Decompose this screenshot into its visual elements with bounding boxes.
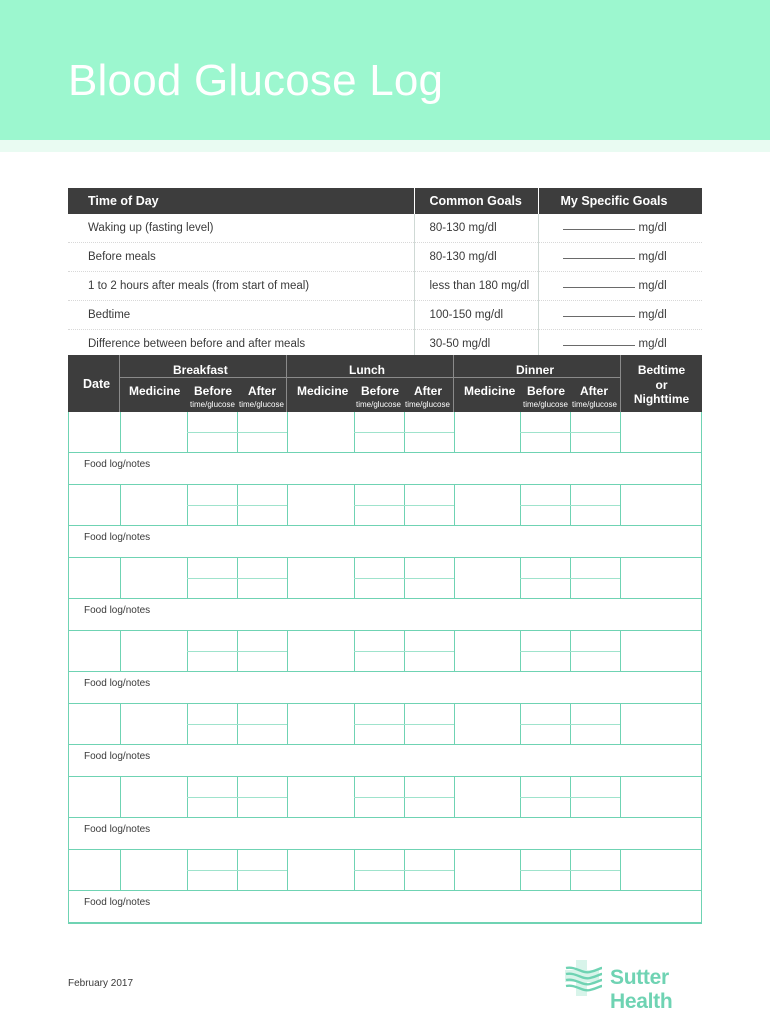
breakfast-after-sub: time/glucose — [239, 400, 284, 409]
log-entry — [69, 558, 701, 631]
goal-time: Before meals — [68, 243, 414, 272]
log-header — [68, 355, 702, 412]
goal-specific[interactable] — [538, 214, 702, 243]
food-notes-label: Food log/notes — [84, 459, 151, 470]
sutter-health-mark-icon — [562, 958, 604, 998]
goal-common: 80-130 mg/dl — [414, 214, 538, 243]
lunch-after: After — [414, 384, 443, 398]
goal-common: less than 180 mg/dl — [414, 272, 538, 301]
goal-specific[interactable] — [538, 243, 702, 272]
log-entry — [69, 412, 701, 485]
breakfast-medicine: Medicine — [129, 384, 181, 398]
food-notes-row[interactable] — [69, 599, 701, 631]
goal-blank-line[interactable] — [563, 258, 635, 259]
goals-row — [68, 214, 702, 243]
goals-row — [68, 272, 702, 301]
glucose-row[interactable] — [69, 412, 701, 453]
food-notes-row[interactable] — [69, 818, 701, 850]
bedtime-header: Bedtime or Nighttime — [633, 363, 690, 406]
goal-common: 30-50 mg/dl — [414, 330, 538, 359]
goal-blank-line[interactable] — [563, 316, 635, 317]
goals-header-time: Time of Day — [68, 188, 414, 214]
dinner-before: Before — [527, 384, 566, 398]
food-notes-label: Food log/notes — [84, 824, 151, 835]
goals-row — [68, 243, 702, 272]
food-notes-label: Food log/notes — [84, 678, 151, 689]
breakfast-after: After — [248, 384, 277, 398]
lunch-medicine: Medicine — [297, 384, 349, 398]
glucose-row[interactable] — [69, 631, 701, 672]
goal-time: Bedtime — [68, 301, 414, 330]
goal-time: Difference between before and after meals — [68, 330, 414, 359]
log-entry — [69, 850, 701, 923]
log-entry — [69, 485, 701, 558]
food-notes-label: Food log/notes — [84, 751, 151, 762]
goal-blank-line[interactable] — [563, 287, 635, 288]
glucose-row[interactable] — [69, 485, 701, 526]
sutter-health-logo — [562, 958, 732, 1013]
breakfast-header: Breakfast — [173, 363, 228, 377]
glucose-row[interactable] — [69, 777, 701, 818]
dinner-header: Dinner — [516, 363, 555, 377]
food-notes-row[interactable] — [69, 745, 701, 777]
header-stripe — [0, 140, 770, 152]
breakfast-before: Before — [194, 384, 233, 398]
goal-specific[interactable] — [538, 301, 702, 330]
goals-header-specific: My Specific Goals — [538, 188, 702, 214]
log-entry — [69, 777, 701, 850]
dinner-medicine: Medicine — [464, 384, 516, 398]
glucose-row[interactable] — [69, 850, 701, 891]
goal-time: 1 to 2 hours after meals (from start of meal) — [68, 272, 414, 301]
goal-unit: mg/dl — [638, 222, 667, 234]
lunch-before: Before — [361, 384, 400, 398]
log-entry — [69, 631, 701, 704]
brand-name: Sutter Health — [610, 966, 673, 1013]
glucose-row[interactable] — [69, 704, 701, 745]
goal-unit: mg/dl — [638, 309, 667, 321]
glucose-row[interactable] — [69, 558, 701, 599]
lunch-header: Lunch — [349, 363, 385, 377]
food-notes-label: Food log/notes — [84, 605, 151, 616]
goals-header-common: Common Goals — [414, 188, 538, 214]
dinner-after: After — [580, 384, 609, 398]
goals-row — [68, 301, 702, 330]
food-notes-row[interactable] — [69, 891, 701, 923]
date-header: Date — [83, 377, 111, 391]
goal-unit: mg/dl — [638, 338, 667, 350]
lunch-after-sub: time/glucose — [405, 400, 450, 409]
breakfast-before-sub: time/glucose — [190, 400, 235, 409]
goal-specific[interactable] — [538, 272, 702, 301]
dinner-before-sub: time/glucose — [523, 400, 568, 409]
goal-unit: mg/dl — [638, 251, 667, 263]
goals-table — [68, 188, 702, 359]
food-notes-row[interactable] — [69, 453, 701, 485]
food-notes-row[interactable] — [69, 526, 701, 558]
food-notes-label: Food log/notes — [84, 532, 151, 543]
food-notes-row[interactable] — [69, 672, 701, 704]
log-entry — [69, 704, 701, 777]
goal-common: 100-150 mg/dl — [414, 301, 538, 330]
goal-blank-line[interactable] — [563, 229, 635, 230]
food-notes-label: Food log/notes — [84, 897, 151, 908]
goal-unit: mg/dl — [638, 280, 667, 292]
goal-blank-line[interactable] — [563, 345, 635, 346]
log-body — [68, 412, 702, 924]
goal-time: Waking up (fasting level) — [68, 214, 414, 243]
dinner-after-sub: time/glucose — [572, 400, 617, 409]
lunch-before-sub: time/glucose — [356, 400, 401, 409]
goal-common: 80-130 mg/dl — [414, 243, 538, 272]
footer-date: February 2017 — [68, 978, 134, 989]
page-title: Blood Glucose Log — [68, 56, 444, 105]
